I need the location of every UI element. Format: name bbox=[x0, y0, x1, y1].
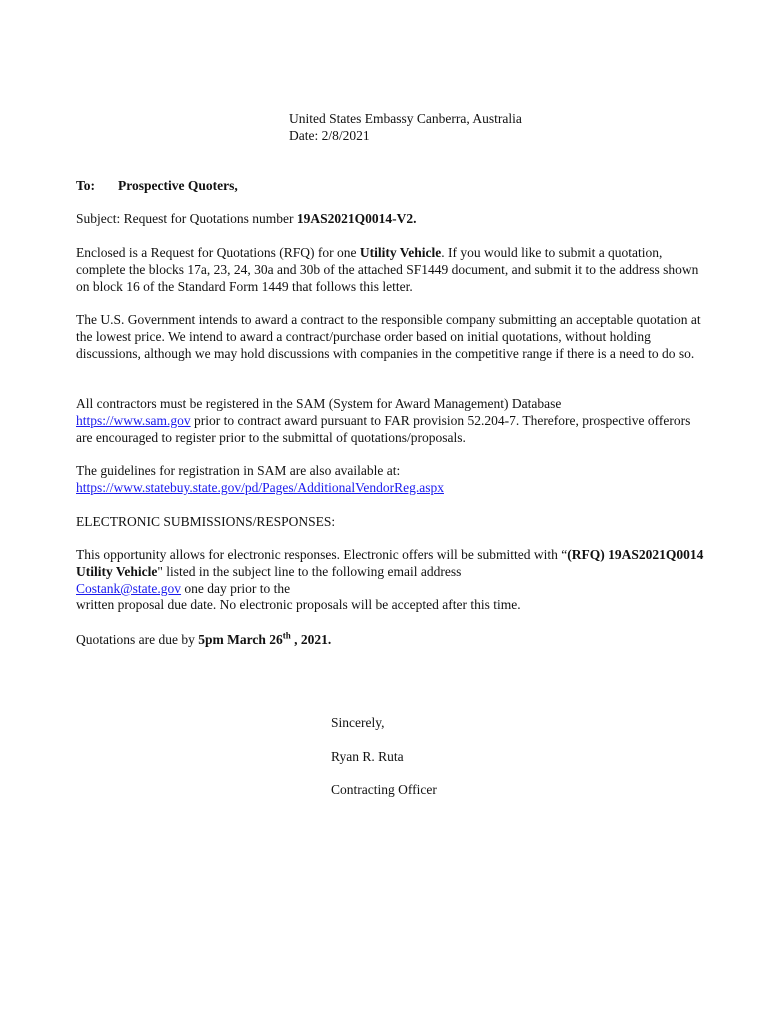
electronic-heading: ELECTRONIC SUBMISSIONS/RESPONSES: bbox=[76, 514, 336, 529]
paragraph-text: one day prior to the bbox=[181, 580, 291, 596]
paragraph-text: . If you would like to submit a quotation, complete the blocks 17a, 23, 24, 30a and 30b of the attached SF1449 document, and submit it to the address shown on block 16 of the Standard Form 1449 that follows this letter. bbox=[76, 245, 699, 294]
due-date-suffix: th bbox=[282, 630, 291, 641]
paragraph-text: Quotations are due by bbox=[76, 632, 199, 647]
email-link[interactable]: Costank@state.gov bbox=[76, 580, 182, 596]
signer-title: Contracting Officer bbox=[331, 782, 437, 797]
subject-line bbox=[76, 211, 706, 228]
due-date-year: , 2021. bbox=[290, 632, 332, 647]
paragraph-guidelines bbox=[76, 463, 706, 497]
paragraph-text: All contractors must be registered in the SAM (System for Award Management) Database bbox=[76, 396, 562, 411]
embassy-line: United States Embassy Canberra, Australia bbox=[289, 111, 522, 126]
rfq-number: 19AS2021Q0014-V2. bbox=[296, 211, 417, 226]
paragraph-electronic bbox=[76, 547, 706, 614]
due-date bbox=[198, 632, 331, 647]
paragraph-text: The guidelines for registration in SAM are also available at: bbox=[76, 463, 401, 478]
subject-prefix: Subject: Request for Quotations number bbox=[76, 211, 297, 226]
to-line bbox=[76, 178, 238, 195]
paragraph-text: prior to contract award pursuant to FAR provision 52.204-7. Therefore, prospective offerors are encouraged to register prior to the submittal of quotations/proposals. bbox=[76, 412, 691, 445]
paragraph-text: Enclosed is a Request for Quotations (RFQ) for one bbox=[76, 245, 360, 260]
paragraph-due bbox=[76, 632, 706, 649]
paragraph-text: " listed in the subject line to the following email address bbox=[157, 563, 462, 579]
paragraph-text: written proposal due date. No electronic proposals will be accepted after this time. bbox=[76, 597, 521, 613]
paragraph-award: The U.S. Government intends to award a contract to the responsible company submitting an acceptable quotation at the lowest price. We intend to award a contract/purchase order based on initial quotations, without holding discussions, although we may hold discussions with companies in the competitive range if there is a need to do so. bbox=[76, 312, 701, 361]
recipient: Prospective Quoters, bbox=[118, 178, 238, 193]
due-date-text: 5pm March 26 bbox=[198, 632, 283, 647]
paragraph-text: This opportunity allows for electronic responses. Electronic offers will be submitted with “ bbox=[76, 547, 568, 562]
paragraph-enclosed bbox=[76, 245, 706, 295]
to-label: To: bbox=[76, 178, 96, 193]
paragraph-sam bbox=[76, 396, 706, 446]
signer-name: Ryan R. Ruta bbox=[331, 749, 404, 764]
closing: Sincerely, bbox=[331, 715, 385, 730]
letter-header bbox=[289, 111, 522, 145]
rfq-subject-line: (RFQ) 19AS2021Q0014 Utility Vehicle bbox=[76, 547, 704, 579]
date-line: Date: 2/8/2021 bbox=[289, 127, 370, 143]
sam-link[interactable]: https://www.sam.gov bbox=[76, 412, 191, 428]
item-name: Utility Vehicle bbox=[359, 245, 442, 260]
statebuy-link[interactable]: https://www.statebuy.state.gov/pd/Pages/AdditionalVendorReg.aspx bbox=[76, 479, 444, 495]
